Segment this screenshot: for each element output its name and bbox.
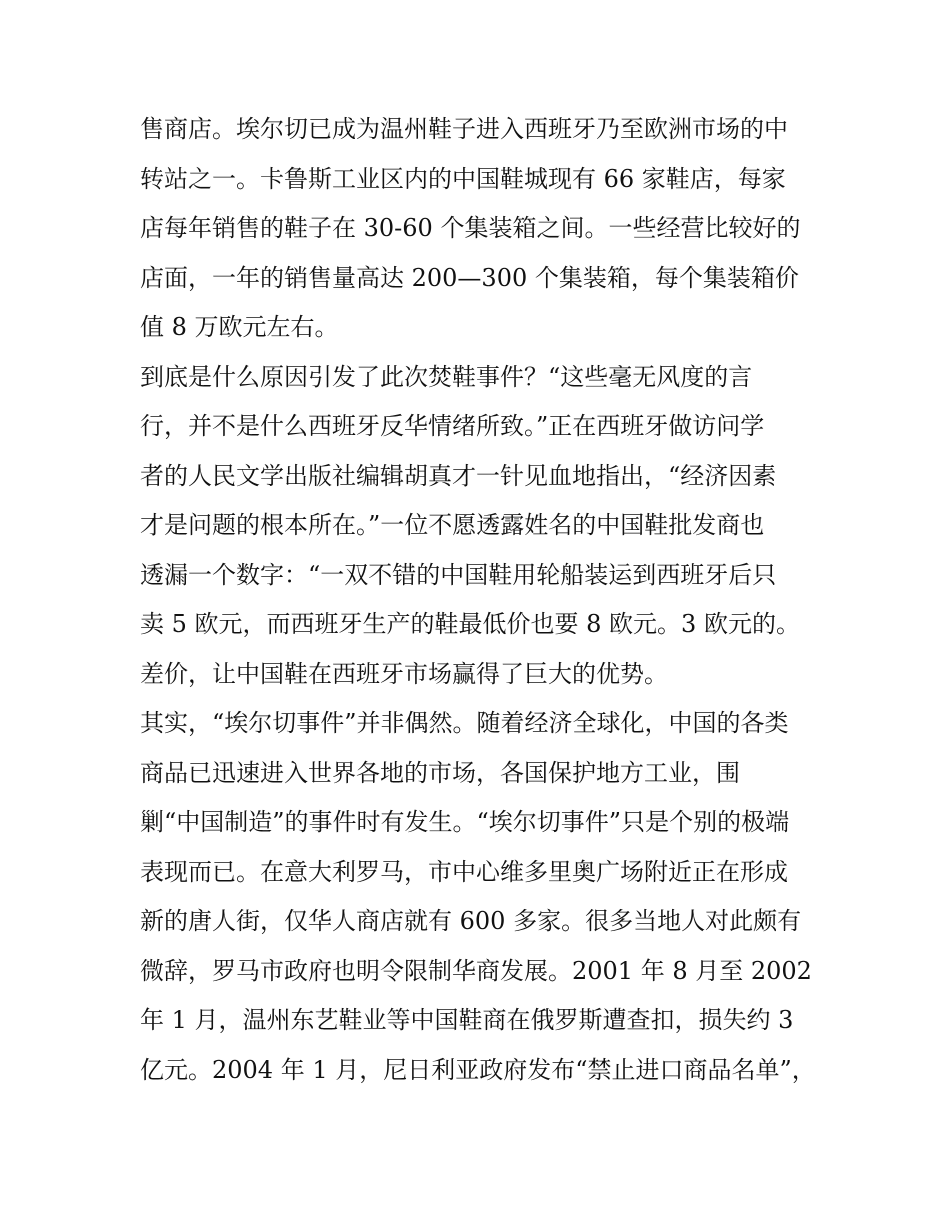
text-line: 卖 5 欧元，而西班牙生产的鞋最低价也要 8 欧元。3 欧元的。 <box>140 610 800 638</box>
article-body <box>140 105 820 1095</box>
text-line: 行，并不是什么西班牙反华情绪所致。”正在西班牙做访问学 <box>140 412 765 440</box>
text-line: 售商店。埃尔切已成为温州鞋子进入西班牙乃至欧洲市场的中 <box>140 115 788 143</box>
text-line: 新的唐人街，仅华人商店就有 600 多家。很多当地人对此颇有 <box>140 907 802 935</box>
text-line: 表现而已。在意大利罗马，市中心维多里奥广场附近正在形成 <box>140 857 788 886</box>
text-line: 到底是什么原因引发了此次焚鞋事件？“这些毫无风度的言 <box>140 362 753 391</box>
text-line: 才是问题的根本所在。”一位不愿透露姓名的中国鞋批发商也 <box>140 511 765 539</box>
text-line: 值 8 万欧元左右。 <box>140 313 339 341</box>
text-line: 年 1 月，温州东艺鞋业等中国鞋商在俄罗斯遭查扣，损失约 3 <box>140 1006 794 1034</box>
text-line: 转站之一。卡鲁斯工业区内的中国鞋城现有 66 家鞋店，每家 <box>140 164 786 193</box>
text-line: 其实，“埃尔切事件”并非偶然。随着经济全球化，中国的各类 <box>140 709 789 737</box>
text-line: 店每年销售的鞋子在 30-60 个集装箱之间。一些经营比较好的 <box>140 214 801 242</box>
text-line: 剿“中国制造”的事件时有发生。“埃尔切事件”只是个别的极端 <box>140 808 790 836</box>
text-line: 透漏一个数字：“一双不错的中国鞋用轮船装运到西班牙后只 <box>140 560 777 589</box>
text-line: 差价，让中国鞋在西班牙市场赢得了巨大的优势。 <box>140 659 668 688</box>
text-line: 店面，一年的销售量高达 200—300 个集装箱，每个集装箱价 <box>140 263 799 292</box>
text-line: 者的人民文学出版社编辑胡真才一针见血地指出，“经济因素 <box>140 461 777 490</box>
text-line: 亿元。2004 年 1 月，尼日利亚政府发布“禁止进口商品名单”， <box>140 1055 816 1084</box>
text-line: 商品已迅速进入世界各地的市场，各国保护地方工业，围 <box>140 758 740 787</box>
text-line: 微辞，罗马市政府也明令限制华商发展。2001 年 8 月至 2002 <box>140 956 812 985</box>
